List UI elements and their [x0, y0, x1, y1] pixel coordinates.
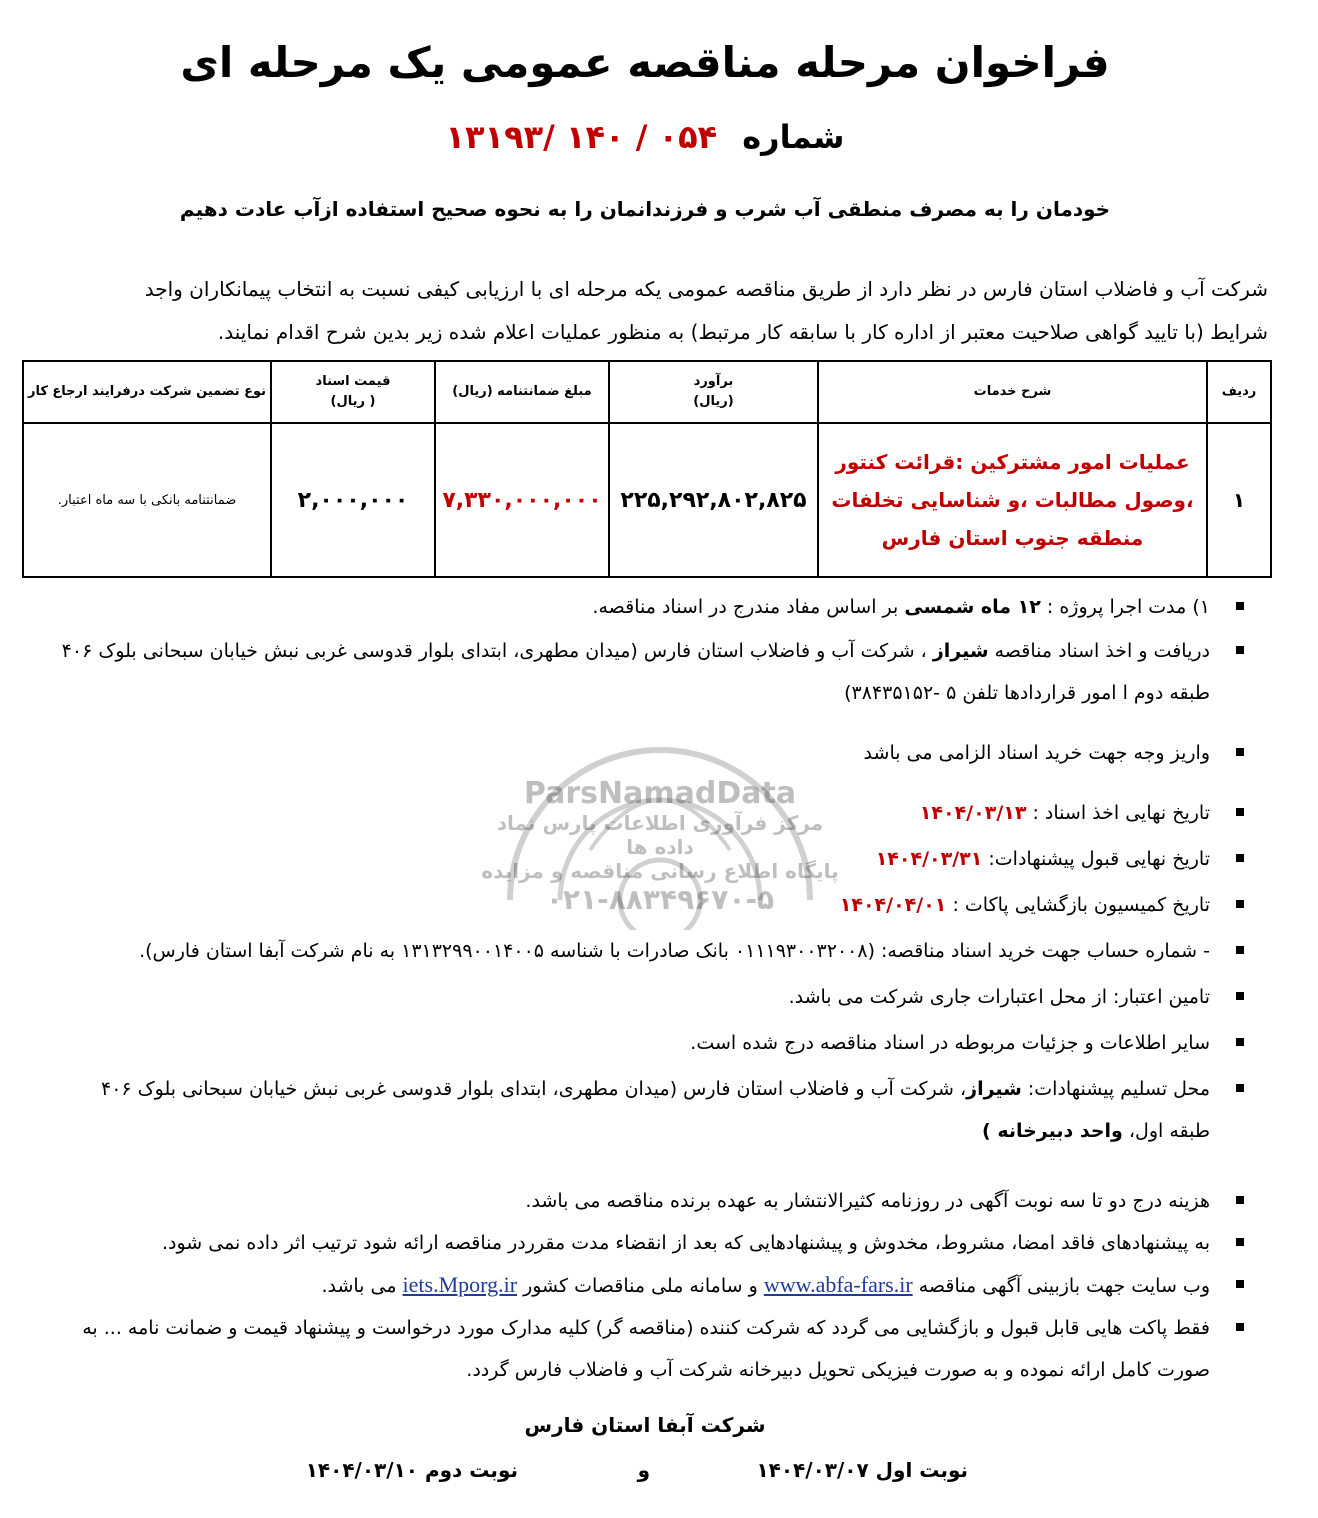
header-doc-price: قیمت اسناد ( ریال) — [271, 361, 435, 423]
tender-number — [0, 118, 1290, 156]
list-item: محل تسلیم پیشنهادات: شیراز، شرکت آب و فاضلاب استان فارس (میدان مطهری، ابتدای بلوار قدوسی غربی نبش خیابان سبحانی بلوک ۴۰۶ طبقه اول، واحد دبیرخانه ) — [14, 1068, 1210, 1152]
header-guarantee: مبلغ ضمانتنامه (ریال) — [435, 361, 609, 423]
cell-guarantee: ۷,۳۳۰,۰۰۰,۰۰۰ — [435, 423, 609, 577]
list-item: به پیشنهادهای فاقد امضا، مشروط، مخدوش و پیشنهادهایی که بعد از انقضاء مدت مقرردر مناقصه ارائه شود ترتیب اثر داده نمی شود. — [14, 1222, 1210, 1264]
cell-estimate: ۲۲۵,۲۹۲,۸۰۲,۸۲۵ — [609, 423, 818, 577]
intro-paragraph — [14, 268, 1268, 354]
header-estimate: برآورد (ریال) — [609, 361, 818, 423]
second-turn: نوبت دوم ۱۴۰۴/۰۳/۱۰ — [305, 1458, 518, 1482]
tender-number-value: ۰۵۴ / ۱۴۰ /۱۳۱۹۳ — [445, 118, 718, 156]
first-turn: نوبت اول ۱۴۰۴/۰۳/۰۷ — [756, 1458, 968, 1482]
list-item: دریافت و اخذ اسناد مناقصه شیراز ، شرکت آب و فاضلاب استان فارس (میدان مطهری، ابتدای بلوار قدوسی غربی نبش خیابان سبحانی بلوک ۴۰۶ طبقه دوم ا امور قراردادها تلفن ۵ -۳۸۴۳۵۱۵۲) — [14, 630, 1210, 714]
table-row — [23, 423, 1271, 577]
header-row-number: ردیف — [1207, 361, 1271, 423]
water-slogan: خودمان را به مصرف منطقی آب شرب و فرزندانمان را به نحوه صحیح استفاده ازآب عادت دهیم — [179, 197, 1111, 221]
tender-number-label: شماره — [742, 118, 845, 156]
abfa-website-link[interactable]: www.abfa-fars.ir — [763, 1272, 913, 1297]
list-item: هزینه درج دو تا سه نوبت آگهی در روزنامه کثیرالانتشار به عهده برنده مناقصه می باشد. — [14, 1180, 1210, 1222]
notice-title: فراخوان مرحله مناقصه عمومی یک مرحله ای — [180, 38, 1110, 87]
list-item: تاریخ کمیسیون بازگشایی پاکات : ۱۴۰۴/۰۴/۰۱ — [14, 884, 1210, 926]
list-item: تاریخ نهایی قبول پیشنهادات: ۱۴۰۴/۰۳/۳۱ — [14, 838, 1210, 880]
cell-row-number: ۱ — [1207, 423, 1271, 577]
cell-doc-price: ۲,۰۰۰,۰۰۰ — [271, 423, 435, 577]
cell-guarantee-type: ضمانتنامه بانکی با سه ماه اعتبار. — [23, 423, 271, 577]
table-header-row — [23, 361, 1271, 423]
list-item: - شماره حساب جهت خرید اسناد مناقصه: (۰۱۱۱۹۳۰۰۳۲۰۰۸ بانک صادرات با شناسه ۱۳۱۳۲۹۹۰۰۱۴۰۰۵ به نام شرکت آبفا استان فارس). — [14, 930, 1210, 972]
cell-description: عملیات امور مشترکین :قرائت کنتور ،وصول مطالبات ،و شناسایی تخلفات منطقه جنوب استان فارس — [818, 423, 1207, 577]
list-item: ۱) مدت اجرا پروژه : ۱۲ ماه شمسی بر اساس مفاد مندرج در اسناد مناقصه. — [14, 586, 1210, 628]
list-item: تامین اعتبار: از محل اعتبارات جاری شرکت می باشد. — [14, 976, 1210, 1018]
intro-line: شرکت آب و فاضلاب استان فارس در نظر دارد از طریق مناقصه عمومی یکه مرحله ای با ارزیابی کیفی نسبت به انتخاب پیمانکاران واجد — [144, 277, 1268, 301]
iets-website-link[interactable]: iets.Mporg.ir — [402, 1272, 518, 1297]
list-item: واریز وجه جهت خرید اسناد الزامی می باشد — [14, 732, 1210, 774]
list-item: تاریخ نهایی اخذ اسناد : ۱۴۰۴/۰۳/۱۳ — [14, 792, 1210, 834]
list-item: وب سایت جهت بازبینی آگهی مناقصه www.abfa-fars.ir و سامانه ملی مناقصات کشور iets.Mporg.ir می باشد. — [14, 1264, 1210, 1307]
list-item: فقط پاکت هایی قابل قبول و بازگشایی می گردد که شرکت کننده (مناقصه گر) کلیه مدارک مورد درخواست و پیشنهاد قیمت و ضمانت نامه ... به صورت کامل ارائه نموده و به صورت فیزیکی تحویل دبیرخانه شرکت آب و فاضلاب فارس گردد. — [14, 1307, 1210, 1391]
intro-line: شرایط (با تایید گواهی صلاحیت معتبر از اداره کار با سابقه کار مرتبط) به منظور عملیات اعلام شده زیر بدین شرح اقدام نمایند. — [217, 320, 1268, 344]
watermark-text: ParsNamadData مرکز فرآوری اطلاعات پارس نماد داده ها پایگاه اطلاع رسانی مناقصه و مزایده ۰۲۱-۸۸۳۴۹۶۷۰-۵ — [481, 776, 839, 916]
publication-turns — [0, 1458, 1318, 1488]
turns-conjunction: و — [637, 1458, 650, 1482]
tender-table — [22, 360, 1272, 578]
conditions-list — [14, 586, 1210, 1391]
header-description: شرح خدمات — [818, 361, 1207, 423]
header-guarantee-type: نوع تضمین شرکت درفرایند ارجاع کار — [23, 361, 271, 423]
company-signature: شرکت آبفا استان فارس — [524, 1413, 766, 1437]
list-item: سایر اطلاعات و جزئیات مربوطه در اسناد مناقصه درج شده است. — [14, 1022, 1210, 1064]
